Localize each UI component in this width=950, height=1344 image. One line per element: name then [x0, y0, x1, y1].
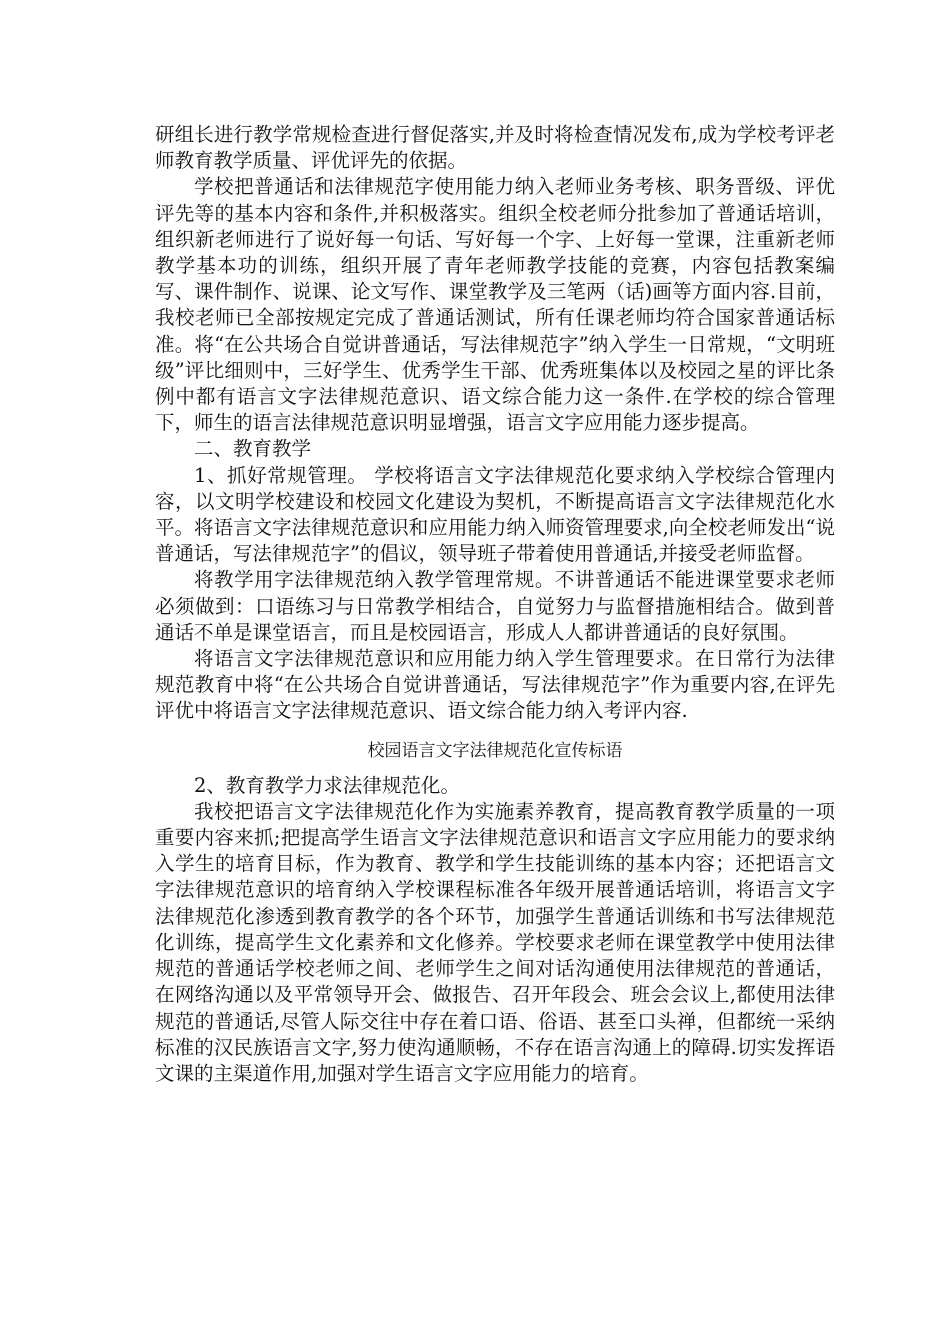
- paragraph-putonghua-assessment: 学校把普通话和法律规范字使用能力纳入老师业务考核、职务晋级、评优评先等的基本内容和条件,并积极落实。组织全校老师分批参加了普通话培训，组织新老师进行了说好每一句话、写好每一个字、上好每一堂课，注重新老师教学基本功的训练，组织开展了青年老师教学技能的竞赛，内容包括教案编写、课件制作、说课、论文写作、课堂教学及三笔两（话)画等方面内容.目前，我校老师已全部按规定完成了普通话测试，所有任课老师均符合国家普通话标准。将“在公共场合自觉讲普通话，写法律规范字”纳入学生一日常规，“文明班级”评比细则中，三好学生、优秀学生干部、优秀班集体以及校园之星的评比条例中都有语言文字法律规范意识、语文综合能力这一条件.在学校的综合管理下，师生的语言法律规范意识明显增强，语言文字应用能力逐步提高。: [155, 175, 835, 435]
- paragraph-teaching-norms: 将教学用字法律规范纳入教学管理常规。不讲普通话不能进课堂要求老师必须做到：口语练习与日常教学相结合，自觉努力与监督措施相结合。做到普通话不单是课堂语言，而且是校园语言，形成人人都讲普通话的良好氛围。: [155, 568, 835, 644]
- section-heading-education: 二、教育教学: [194, 437, 312, 461]
- subheading-education-normalization: 2、教育教学力求法律规范化。: [194, 773, 460, 797]
- section-title: 校园语言文字法律规范化宣传标语: [367, 740, 623, 761]
- paragraph-routine-management: 1、抓好常规管理。 学校将语言文字法律规范化要求纳入学校综合管理内容，以文明学校建设和校园文化建设为契机，不断提高语言文字法律规范化水平。将语言文字法律规范意识和应用能力纳入师资管理要求,向全校老师发出“说普通话，写法律规范字”的倡议，领导班子带着使用普通话,并接受老师监督。: [155, 463, 835, 566]
- paragraph-continuation: 研组长进行教学常规检查进行督促落实,并及时将检查情况发布,成为学校考评老师教育教学质量、评优评先的依据。: [155, 123, 835, 173]
- paragraph-normalization-details: 我校把语言文字法律规范化作为实施素养教育，提高教育教学质量的一项重要内容来抓;把提高学生语言文字法律规范意识和语言文字应用能力的要求纳入学生的培育目标，作为教育、教学和学生技能训练的基本内容；还把语言文字法律规范意识的培育纳入学校课程标准各年级开展普通话培训，将语言文字法律规范化渗透到教育教学的各个环节，加强学生普通话训练和书写法律规范化训练，提高学生文化素养和文化修养。学校要求老师在课堂教学中使用法律规范的普通话学校老师之间、老师学生之间对话沟通使用法律规范的普通话，在网络沟通以及平常领导开会、做报告、召开年段会、班会会议上,都使用法律规范的普通话,尽管人际交往中存在着口语、俗语、甚至口头禅，但都统一采纳标准的汉民族语言文字,努力使沟通顺畅，不存在语言沟通上的障碍.切实发挥语文课的主渠道作用,加强对学生语言文字应用能力的培育。: [155, 799, 835, 1085]
- document-page: [155, 122, 835, 1087]
- paragraph-student-management: 将语言文字法律规范意识和应用能力纳入学生管理要求。在日常行为法律规范教育中将“在公共场合自觉讲普通话，写法律规范字”作为重要内容,在评先评优中将语言文字法律规范意识、语文综合能力纳入考评内容.: [155, 647, 835, 723]
